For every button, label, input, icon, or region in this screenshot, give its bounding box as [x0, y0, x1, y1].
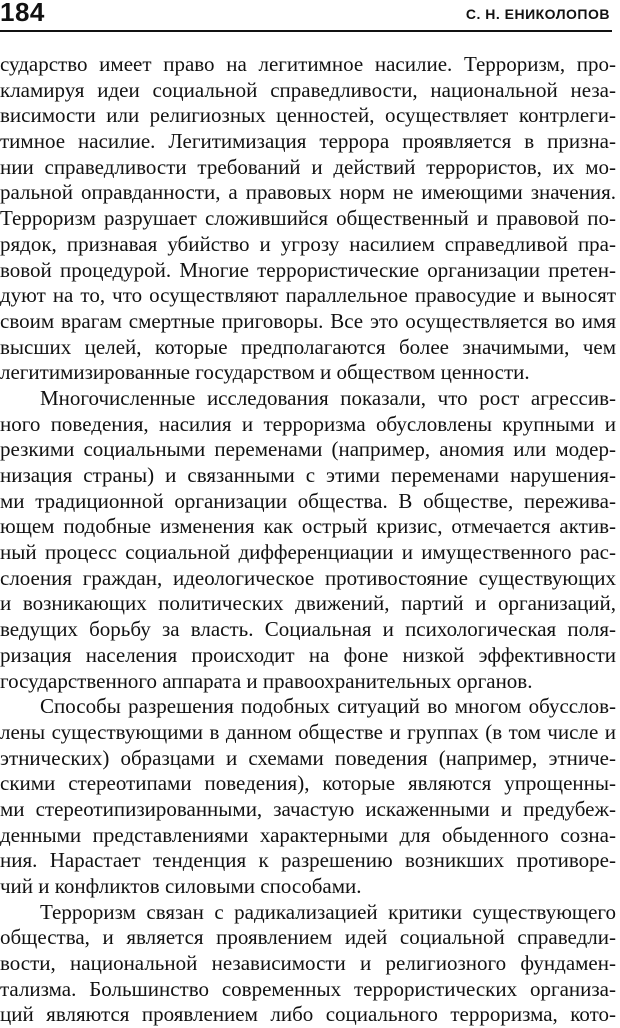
text-line: Многочисленные исследования показали, что рост агрессив-	[40, 385, 616, 410]
text-line: рядок, признавая убийство и угрозу насилием справедливой пра-	[0, 231, 616, 256]
text-line: дуют на то, что осуществляют параллельное правосудие и выносят	[0, 283, 616, 308]
text-line: ния. Нарастает тенденция к разрешению возникших противоре-	[0, 848, 616, 873]
text-line: этнических) образцами и схемами поведения (например, этниче-	[0, 745, 616, 770]
text-line: низация страны) и связанными с этими переменами нарушения-	[0, 463, 616, 487]
running-header	[0, 0, 612, 32]
text-line: ми стереотипизированными, зачастую искаженными и предубеж-	[0, 796, 616, 821]
text-line: общества, и является проявлением идей социальной справедли-	[0, 925, 616, 950]
text-line: слоения граждан, идеологическое противостояние существующих	[0, 565, 616, 590]
body-text	[0, 52, 616, 1028]
text-line: ций являются проявлением либо социального терроризма, кото-	[0, 1002, 616, 1027]
page-number: 184	[0, 0, 45, 27]
text-line: скими стереотипами поведения), которые являются упрощенны-	[0, 771, 616, 796]
text-line: лены существующими в данном обществе и группах (в том числе и	[0, 719, 616, 744]
paragraph	[0, 694, 616, 900]
text-line: денными представлениями характерными для обыденного созна-	[0, 822, 616, 847]
text-line: ного поведения, насилия и терроризма обусловлены крупными и	[0, 411, 616, 436]
text-line: чий и конфликтов силовыми способами.	[0, 874, 362, 898]
text-line: вости, национальной независимости и религиозного фундамен-	[0, 951, 616, 976]
text-line: висимости или религиозных ценностей, осуществляет контрлеги-	[0, 103, 616, 128]
text-line: ный процесс социальной дифференциации и имущественного рас-	[0, 540, 616, 565]
text-line: своим врагам смертные приговоры. Все это осуществляется во имя	[0, 308, 616, 333]
text-line: ведущих борьбу за власть. Социальная и психологическая поля-	[0, 617, 616, 642]
text-line: Терроризм разрушает сложившийся общественный и правовой по-	[0, 206, 616, 231]
text-line: ющем подобные изменения как острый кризис, отмечается актив-	[0, 514, 616, 539]
text-line: ральной оправданности, а правовых норм не имеющими значения.	[0, 180, 616, 205]
text-line: тимное насилие. Легитимизация террора проявляется в призна-	[0, 129, 616, 154]
text-line: ми традиционной организации общества. В обществе, пережива-	[0, 488, 616, 513]
text-line: резкими социальными переменами (например, аномия или модер-	[0, 437, 616, 462]
text-line: государственного аппарата и правоохранительных органов.	[0, 668, 533, 693]
text-line: сударство имеет право на легитимное насилие. Терроризм, про-	[0, 52, 616, 76]
text-line: Терроризм связан с радикализацией критики существующего	[40, 899, 616, 924]
text-line: ризация населения происходит на фоне низкой эффективности	[0, 642, 616, 667]
text-line: нии справедливости требований и действий террористов, их мо-	[0, 154, 616, 179]
text-line: высших целей, которые предполагаются более значимыми, чем	[0, 334, 616, 359]
text-line: кламируя идеи социальной справедливости, национальной неза-	[0, 77, 616, 102]
running-author: С. Н. ЕНИКОЛОПОВ	[465, 6, 610, 22]
text-line: и возникающих политических движений, партий и организаций,	[0, 591, 616, 616]
paragraph	[0, 386, 616, 694]
paragraph	[0, 52, 616, 386]
text-line: вовой процедурой. Многие террористические организации претен-	[0, 257, 616, 282]
text-line: легитимизированные государством и обществом ценности.	[0, 360, 530, 385]
text-line: Способы разрешения подобных ситуаций во многом обусслов-	[40, 694, 616, 719]
paragraph	[0, 900, 616, 1028]
text-line: тализма. Большинство современных террористических организа-	[0, 976, 616, 1001]
